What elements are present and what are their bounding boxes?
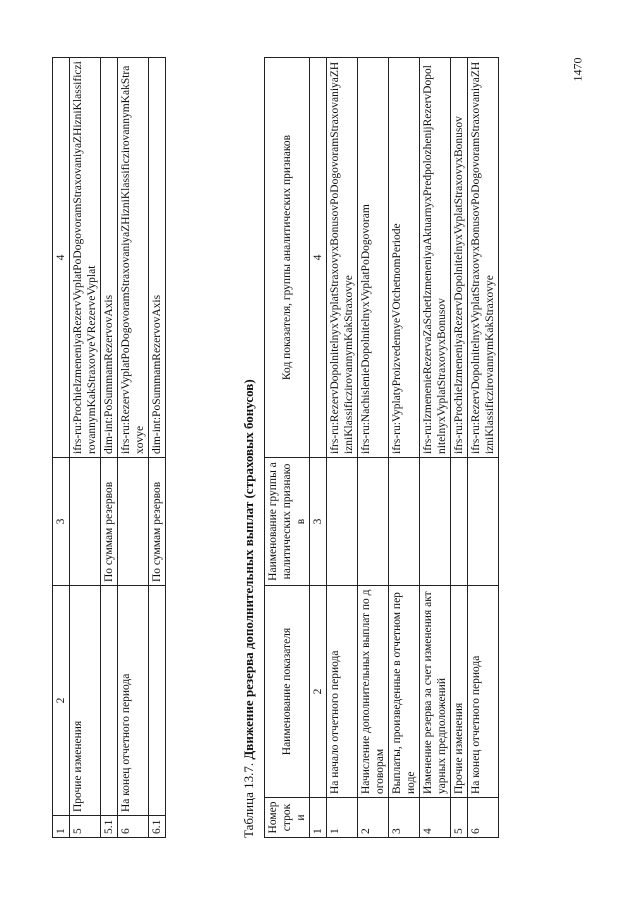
row-name: Прочие изменения (451, 586, 468, 798)
row-code: ifrs-ru:RezervDopolnitelnyxVyplatStraxovyxBonusovPoDogovoramStraxovaniyaZHizniKlassificzirovannymKakStraxovye (327, 58, 358, 458)
row-group (451, 458, 468, 586)
row-name (149, 586, 166, 816)
row-number: 5.1 (101, 816, 118, 838)
row-group (468, 458, 499, 586)
page-number: 1470 (570, 57, 585, 82)
row-code: ifrs-ru:VyplatyProizvedennyeVOtchetnomPeriode (389, 58, 420, 458)
row-number: 5 (451, 798, 468, 838)
row-group (420, 458, 451, 586)
table-colnum-row (53, 58, 70, 838)
row-code: ifrs-ru:RezervVyplatPoDogovoramStraxovaniyaZHizniKlassificzirovannymKakStraxovye (118, 58, 149, 458)
row-name: На конец отчетного периода (468, 586, 499, 798)
header-indicator-name: Наименование показателя (265, 586, 310, 798)
row-number: 4 (420, 798, 451, 838)
row-number: 6 (118, 816, 149, 838)
row-name: На начало отчетного периода (327, 586, 358, 798)
caption-title: Движение резерва дополнительных выплат (страховых бонусов) (241, 379, 256, 760)
row-name: Прочие изменения (70, 586, 101, 816)
table-row (451, 58, 468, 838)
table-row (420, 58, 451, 838)
row-number: 3 (389, 798, 420, 838)
row-code: ifrs-ru:RezervDopolnitelnyxVyplatStraxovyxBonusovPoDogovoramStraxovaniyaZHizniKlassificzirovannymKakStraxovye (468, 58, 499, 458)
colnum-4: 4 (53, 58, 70, 458)
table-caption (241, 379, 257, 838)
row-group (118, 458, 149, 586)
header-code: Код показателя, группы аналитических признаков (265, 58, 310, 458)
row-name: Выплаты, произведенные в отчетном периоде (389, 586, 420, 798)
colnum-4: 4 (310, 58, 327, 458)
row-code: dim-int:PoSummamRezervovAxis (101, 58, 118, 458)
row-name: Изменение резерва за счет изменения актуарных предположений (420, 586, 451, 798)
colnum-2: 2 (310, 586, 327, 798)
table-row (118, 58, 149, 838)
row-code: ifrs-ru:ProchieIzmeneniyaRezervDopolnitelnyxVyplatStraxovyxBonusov (451, 58, 468, 458)
table-row (358, 58, 389, 838)
row-group: По суммам резервов (149, 458, 166, 586)
row-code: ifrs-ru:ProchieIzmeneniyaRezervVyplatPoDogovoramStraxovaniyaZHizniKlassificzirovannymKakStraxovyeVRezerveVyplat (70, 58, 101, 458)
row-group (327, 458, 358, 586)
table-row (468, 58, 499, 838)
table-row (327, 58, 358, 838)
colnum-2: 2 (53, 586, 70, 816)
table-colnum-row (310, 58, 327, 838)
table-header-row (265, 58, 310, 838)
row-number: 2 (358, 798, 389, 838)
row-group (70, 458, 101, 586)
colnum-1: 1 (53, 816, 70, 838)
row-group (358, 458, 389, 586)
header-row-number: Номер строки (265, 798, 310, 838)
caption-prefix: Таблица 13.7. (241, 762, 256, 838)
row-name (101, 586, 118, 816)
row-group (389, 458, 420, 586)
row-group: По суммам резервов (101, 458, 118, 586)
header-group-name: Наименование группы аналитических признаков (265, 458, 310, 586)
table-row (389, 58, 420, 838)
table-13-6-continuation (52, 57, 166, 838)
row-name: Начисление дополнительных выплат по договорам (358, 586, 389, 798)
colnum-3: 3 (310, 458, 327, 586)
row-number: 5 (70, 816, 101, 838)
colnum-3: 3 (53, 458, 70, 586)
row-code: dim-int:PoSummamRezervovAxis (149, 58, 166, 458)
row-name: На конец отчетного периода (118, 586, 149, 816)
table-row (70, 58, 101, 838)
table-row (149, 58, 166, 838)
row-code: ifrs-ru:IzmenenieRezervaZaSchetIzmeneniyaAktuarnyxPredpolozhenijRezervDopolnitelnyxVyplatStraxovyxBonusov (420, 58, 451, 458)
row-number: 6 (468, 798, 499, 838)
row-number: 6.1 (149, 816, 166, 838)
table-13-7 (264, 57, 499, 838)
rotated-page-content (52, 58, 532, 838)
row-code: ifrs-ru:NachislenieDopolnitelnyxVyplatPoDogovoram (358, 58, 389, 458)
row-number: 1 (327, 798, 358, 838)
colnum-1: 1 (310, 798, 327, 838)
table-row (101, 58, 118, 838)
